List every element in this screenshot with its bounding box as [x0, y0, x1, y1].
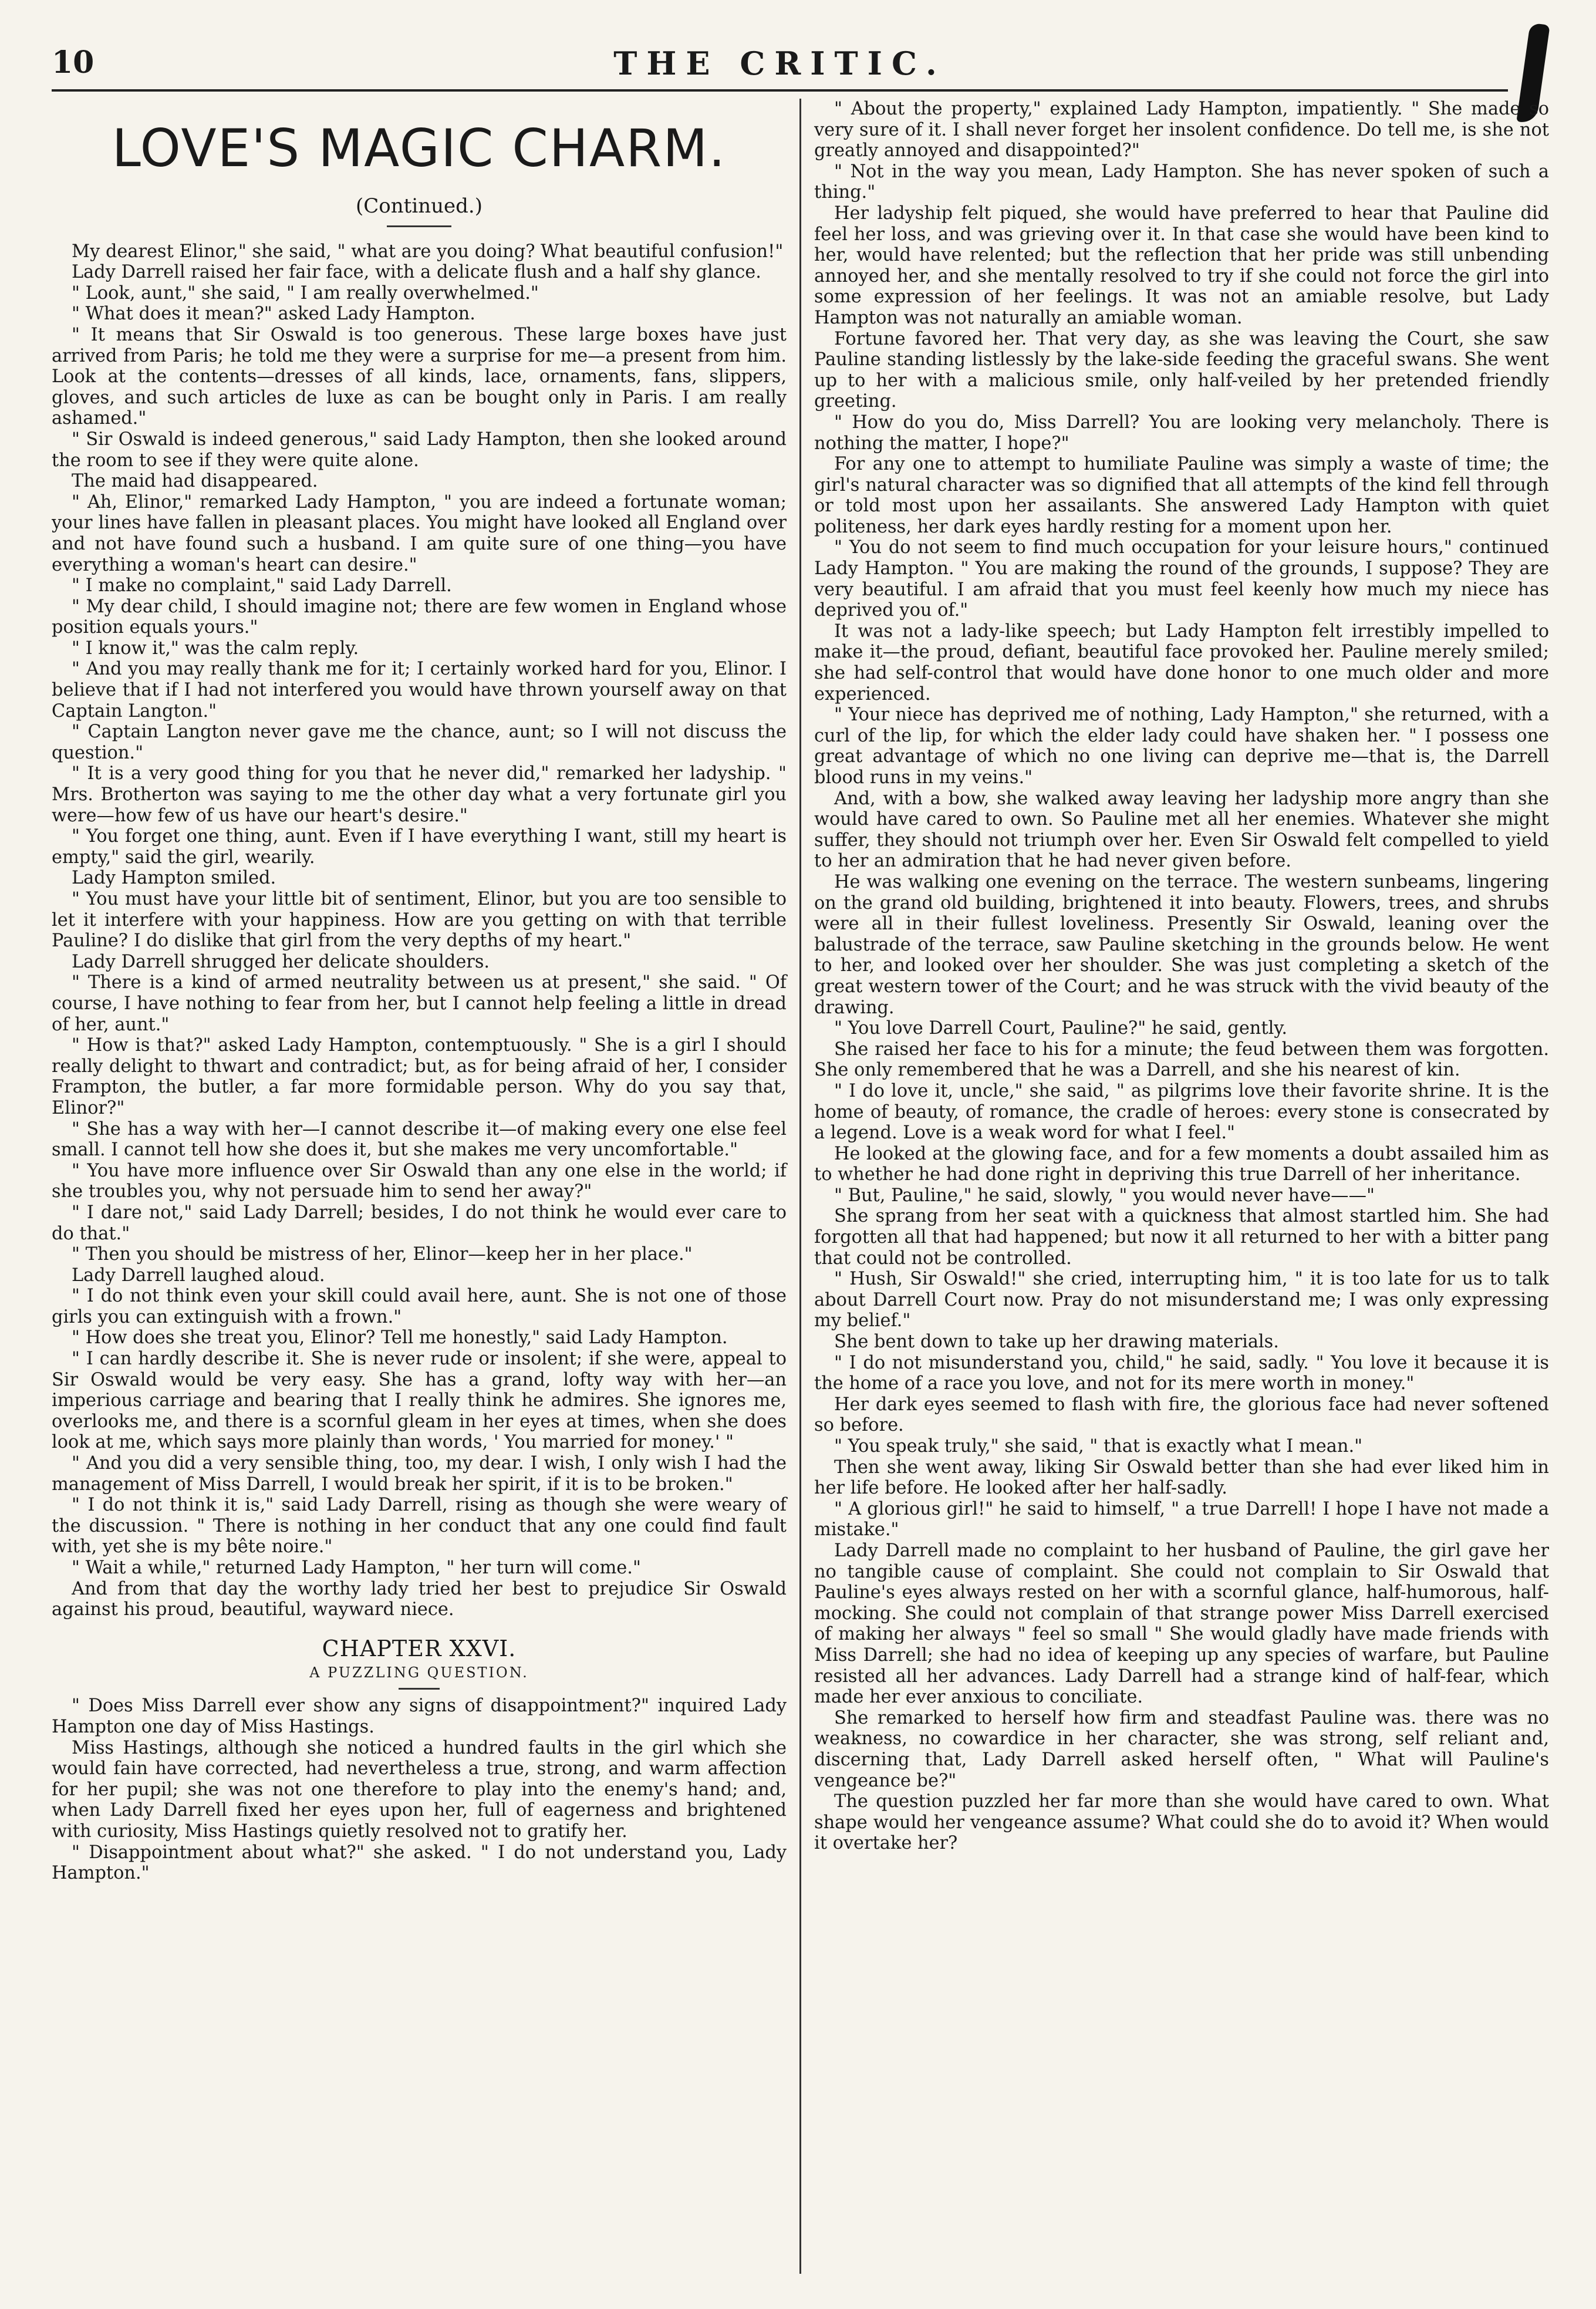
- paragraph: " I do not think it is," said Lady Darrell, rising as though she were weary of the discussion. " There is nothing in her conduct that any one could find fault with, yet she is my bête noire.": [52, 1495, 787, 1558]
- paragraph: She remarked to herself how firm and steadfast Pauline was. there was no weakness, no cowardice in her character, she was strong, self reliant and, discerning that, Lady Darrell asked herself often, " What will Pauline's vengeance be?": [814, 1707, 1549, 1791]
- paragraph: The maid had disappeared.: [72, 471, 318, 492]
- chapter-heading: CHAPTER XXVI.: [322, 1635, 517, 1661]
- paragraph: For any one to attempt to humiliate Pauline was simply a waste of time; the girl's natural character was so dignified that all attempts of the kind fell through or told most upon her assailants. She answered Lady Hampton with quiet politeness, her dark eyes hardly resting for a moment upon her.: [814, 454, 1549, 537]
- left-paragraphs-after: [52, 1695, 787, 1883]
- paragraph: " There is a kind of armed neutrality between us at present," she said. " Of course, I have nothing to fear from her, but I cannot help feeling a little in dread of her, aunt.": [52, 972, 787, 1035]
- text-columns: [52, 99, 1549, 2274]
- paragraph: " How is that?" asked Lady Hampton, contemptuously. " She is a girl I should really delight to thwart and contradict; but, as for being afraid of her, I consider Frampton, the butler, a far more formidable person. Why do you say that, Elinor?": [52, 1035, 787, 1118]
- paragraph: " Look, aunt," she said, " I am really overwhelmed.": [72, 282, 539, 304]
- paragraph: " But, Pauline," he said, slowly, " you would never have——": [834, 1185, 1375, 1206]
- paragraph: She raised her face to his for a minute; the feud between them was forgotten. She only remembered that he was a Darrell, and she his nearest of kin.: [814, 1039, 1549, 1081]
- paragraph: Lady Hampton smiled.: [72, 868, 276, 889]
- paragraph: Her dark eyes seemed to flash with fire, the glorious face had never softened so before.: [814, 1394, 1549, 1436]
- paragraph: He looked at the glowing face, and for a few moments a doubt assailed him as to whether he had done right in depriving this true Darrell of her inheritance.: [814, 1143, 1549, 1185]
- paragraph: She bent down to take up her drawing materials.: [834, 1332, 1279, 1353]
- paragraph: " Your niece has deprived me of nothing, Lady Hampton," she returned, with a curl of the lip, for which the elder lady could have shaken her. " I possess one great advantage of which no one living can deprive me—that is, the Darrell blood runs in my veins.": [814, 705, 1549, 788]
- paragraph: Then she went away, liking Sir Oswald better than she had ever liked him in her life before. He looked after her half-sadly.: [814, 1457, 1549, 1499]
- paragraph: " Captain Langton never gave me the chance, aunt; so I will not discuss the question.": [52, 722, 787, 763]
- paragraph: My dearest Elinor," she said, " what are you doing? What beautiful confusion!": [72, 241, 784, 262]
- story-title: LOVE'S MAGIC CHARM.: [112, 118, 727, 178]
- right-paragraphs: [814, 99, 1549, 1854]
- paragraph: " Disappointment about what?" she asked. " I do not understand you, Lady Hampton.": [52, 1842, 787, 1884]
- paragraph: " It means that Sir Oswald is too generous. These large boxes have just arrived from Paris; he told me they were a surprise for me—a present from him. Look at the contents—dresses of all kinds, lace, ornaments, fans, slippers, gloves, and such articles de luxe as can be bought only in Paris. I am really ashamed.": [52, 324, 787, 429]
- paragraph: " A glorious girl!" he said to himself, " a true Darrell! I hope I have not made a mistake.": [814, 1498, 1549, 1541]
- paragraph: " I do not misunderstand you, child," he said, sadly. " You love it because it is the home of a race you love, and not for its mere worth in money.": [814, 1352, 1549, 1394]
- paragraph: " I make no complaint," said Lady Darrell.: [72, 575, 452, 596]
- paragraph: She sprang from her seat with a quickness that almost startled him. She had forgotten all that had happened; but now it all returned to her with a bitter pang that could not be controlled.: [814, 1206, 1549, 1269]
- section-rule: [387, 225, 451, 227]
- paragraph: " You speak truly," she said, " that is exactly what I mean.": [834, 1436, 1363, 1457]
- chapter-subtitle: A PUZZLING QUESTION.: [309, 1664, 529, 1681]
- page-header: [52, 41, 1508, 92]
- paragraph: " You must have your little bit of sentiment, Elinor, but you are too sensible to let it interfere with your happiness. How are you getting on with that terrible Pauline? I do dislike that girl from the very depths of my heart.": [52, 889, 787, 952]
- paragraph: " It is a very good thing for you that he never did," remarked her ladyship. " Mrs. Brotherton was saying to me the other day what a very fortunate girl you were—how few of us have our heart's desire.": [52, 763, 787, 826]
- paragraph: Lady Darrell made no complaint to her husband of Pauline, the girl gave her no tangible cause of complaint. She could not complain to Sir Oswald that Pauline's eyes always rested on her with a scornful glance, half-humorous, half-mocking. She could not complain of that strange power Miss Darrell exercised of making her always " feel so small " She would gladly have made friends with Miss Darrell; she had no idea of keeping up any species of warfare, but Pauline resisted all her advances. Lady Darrell had a strange kind of half-fear, which made her ever anxious to conciliate.: [814, 1540, 1549, 1708]
- paragraph: " How do you do, Miss Darrell? You are looking very melancholy. There is nothing the matter, I hope?": [814, 412, 1549, 454]
- paragraph: " You have more influence over Sir Oswald than any one else in the world; if she troubles you, why not persuade him to send her away?": [52, 1160, 787, 1202]
- paragraph: " What does it mean?" asked Lady Hampton.: [72, 304, 475, 325]
- paragraph: Fortune favored her. That very day, as she was leaving the Court, she saw Pauline standing listlessly by the lake-side feeding the graceful swans. She went up to her with a malicious smile, only half-veiled by her pretended friendly greeting.: [814, 328, 1549, 412]
- paragraph: " I do not think even your skill could avail here, aunt. She is not one of those girls you can extinguish with a frown.": [52, 1286, 787, 1327]
- paragraph: " She has a way with her—I cannot describe it—of making every one else feel small. I cannot tell how she does it, but she makes me very uncomfortable.": [52, 1118, 787, 1161]
- left-paragraphs-before: [52, 241, 787, 1620]
- paragraph: " You forget one thing, aunt. Even if I have everything I want, still my heart is empty," said the girl, wearily.: [52, 826, 787, 868]
- paragraph: And, with a bow, she walked away leaving her ladyship more angry than she would have cared to own. So Pauline met all her enemies. Whatever she might suffer, they should not triumph over her. Even Sir Oswald felt compelled to yield to her an admiration that he had never given before.: [814, 788, 1549, 872]
- left-column: [52, 99, 801, 2274]
- paragraph: " You love Darrell Court, Pauline?" he said, gently.: [834, 1018, 1288, 1039]
- paragraph: " I do love it, uncle," she said, " as pilgrims love their favorite shrine. It is the home of beauty, of romance, the cradle of heroes: every stone is consecrated by a legend. Love is a weak word for what I feel.": [814, 1080, 1549, 1144]
- paragraph: " Sir Oswald is indeed generous," said Lady Hampton, then she looked around the room to see if they were quite alone.: [52, 429, 787, 471]
- paragraph: " And you may really thank me for it; I certainly worked hard for you, Elinor. I believe that if I had not interfered you would have thrown yourself away on that Captain Langton.": [52, 659, 787, 722]
- page-number: 10: [52, 45, 95, 80]
- paragraph: " Then you should be mistress of her, Elinor—keep her in her place.": [72, 1244, 693, 1265]
- paragraph: He was walking one evening on the terrace. The western sunbeams, lingering on the grand old building, brightened it into beauty. Flowers, trees, and shrubs were all in their fullest loveliness. Presently Sir Oswald, leaning over the balustrade of the terrace, saw Pauline sketching in the grounds below. He went to her, and looked over her shoulder. She was just completing a sketch of the great western tower of the Court; and he was struck with the vivid beauty of the drawing.: [814, 871, 1549, 1018]
- paragraph: " About the property," explained Lady Hampton, impatiently. " She made so very sure of it. I shall never forget her insolent confidence. Do tell me, is she not greatly annoyed and disappointed?": [814, 99, 1549, 161]
- paragraph: Miss Hastings, although she noticed a hundred faults in the girl which she would fain have corrected, had nevertheless a true, strong, and warm affection for her pupil; she was not one therefore to play into the enemy's hand; and, when Lady Darrell fixed her eyes upon her, full of eagerness and brightened with curiosity, Miss Hastings quietly resolved not to gratify her.: [52, 1737, 787, 1842]
- paragraph: " My dear child, I should imagine not; there are few women in England whose position equals yours.": [52, 596, 787, 638]
- paragraph: " Wait a while," returned Lady Hampton, " her turn will come.": [72, 1558, 641, 1578]
- chapter-rule: [399, 1688, 440, 1690]
- paragraph: " I dare not," said Lady Darrell; besides, I do not think he would ever care to do that.": [52, 1202, 787, 1244]
- continued-label: (Continued.): [356, 194, 482, 218]
- paragraph: " You do not seem to find much occupation for your leisure hours," continued Lady Hampton. " You are making the round of the grounds, I suppose? They are very beautiful. I am afraid that you must feel keenly how much my niece has deprived you of.": [814, 537, 1549, 621]
- paragraph: " Ah, Elinor," remarked Lady Hampton, " you are indeed a fortunate woman; your lines have fallen in pleasant places. You might have looked all England over and not have found such a husband. I am quite sure of one thing—you have everything a woman's heart can desire.": [52, 491, 787, 575]
- paragraph: " How does she treat you, Elinor? Tell me honestly," said Lady Hampton.: [72, 1327, 728, 1349]
- paragraph: It was not a lady-like speech; but Lady Hampton felt irrestibly impelled to make it—the proud, defiant, beautiful face provoked her. Pauline merely smiled; she had self-control that would have done honor to one much older and more experienced.: [814, 621, 1549, 705]
- paragraph: " I know it," was the calm reply.: [72, 638, 359, 659]
- paragraph: " Hush, Sir Oswald!" she cried, interrupting him, " it is too late for us to talk about Darrell Court now. Pray do not misunderstand me; I was only expressing my belief.": [814, 1269, 1549, 1332]
- paragraph: The question puzzled her far more than she would have cared to own. What shape would her vengeance assume? What could she do to avoid it? When would it overtake her?: [814, 1791, 1549, 1854]
- paragraph: Lady Darrell laughed aloud.: [72, 1265, 325, 1286]
- paragraph: " I can hardly describe it. She is never rude or insolent; if she were, appeal to Sir Oswald would be very easy. She has a grand, lofty way with her—an imperious carriage and bearing that I really think he admires. She ignores me, overlooks me, and there is a scornful gleam in her eyes at times, when she does look at me, which says more plainly than words, ' You married for money.' ": [52, 1349, 787, 1453]
- paragraph: " And you did a very sensible thing, too, my dear. I wish, I only wish I had the management of Miss Darrell, I would break her spirit, if it is to be broken.": [52, 1453, 787, 1495]
- paragraph: " Not in the way you mean, Lady Hampton. She has never spoken of such a thing.": [814, 161, 1549, 203]
- paragraph: " Does Miss Darrell ever show any signs of disappointment?" inquired Lady Hampton one day of Miss Hastings.: [52, 1695, 787, 1737]
- paragraph: And from that day the worthy lady tried her best to prejudice Sir Oswald against his proud, beautiful, wayward niece.: [52, 1578, 787, 1620]
- running-head: THE CRITIC.: [613, 45, 946, 82]
- paragraph: Her ladyship felt piqued, she would have preferred to hear that Pauline did feel her loss, and was grieving over it. In that case she would have been kind to her, would have relented; but the reflection that her pride was still unbending annoyed her, and she mentally resolved to try if she could not force the girl into some expression of her feelings. It was not an amiable resolve, but Lady Hampton was not naturally an amiable woman.: [814, 203, 1549, 328]
- paragraph: Lady Darrell raised her fair face, with a delicate flush and a half shy glance.: [72, 262, 761, 283]
- right-column: [801, 99, 1549, 2274]
- paragraph: Lady Darrell shrugged her delicate shoulders.: [72, 951, 490, 972]
